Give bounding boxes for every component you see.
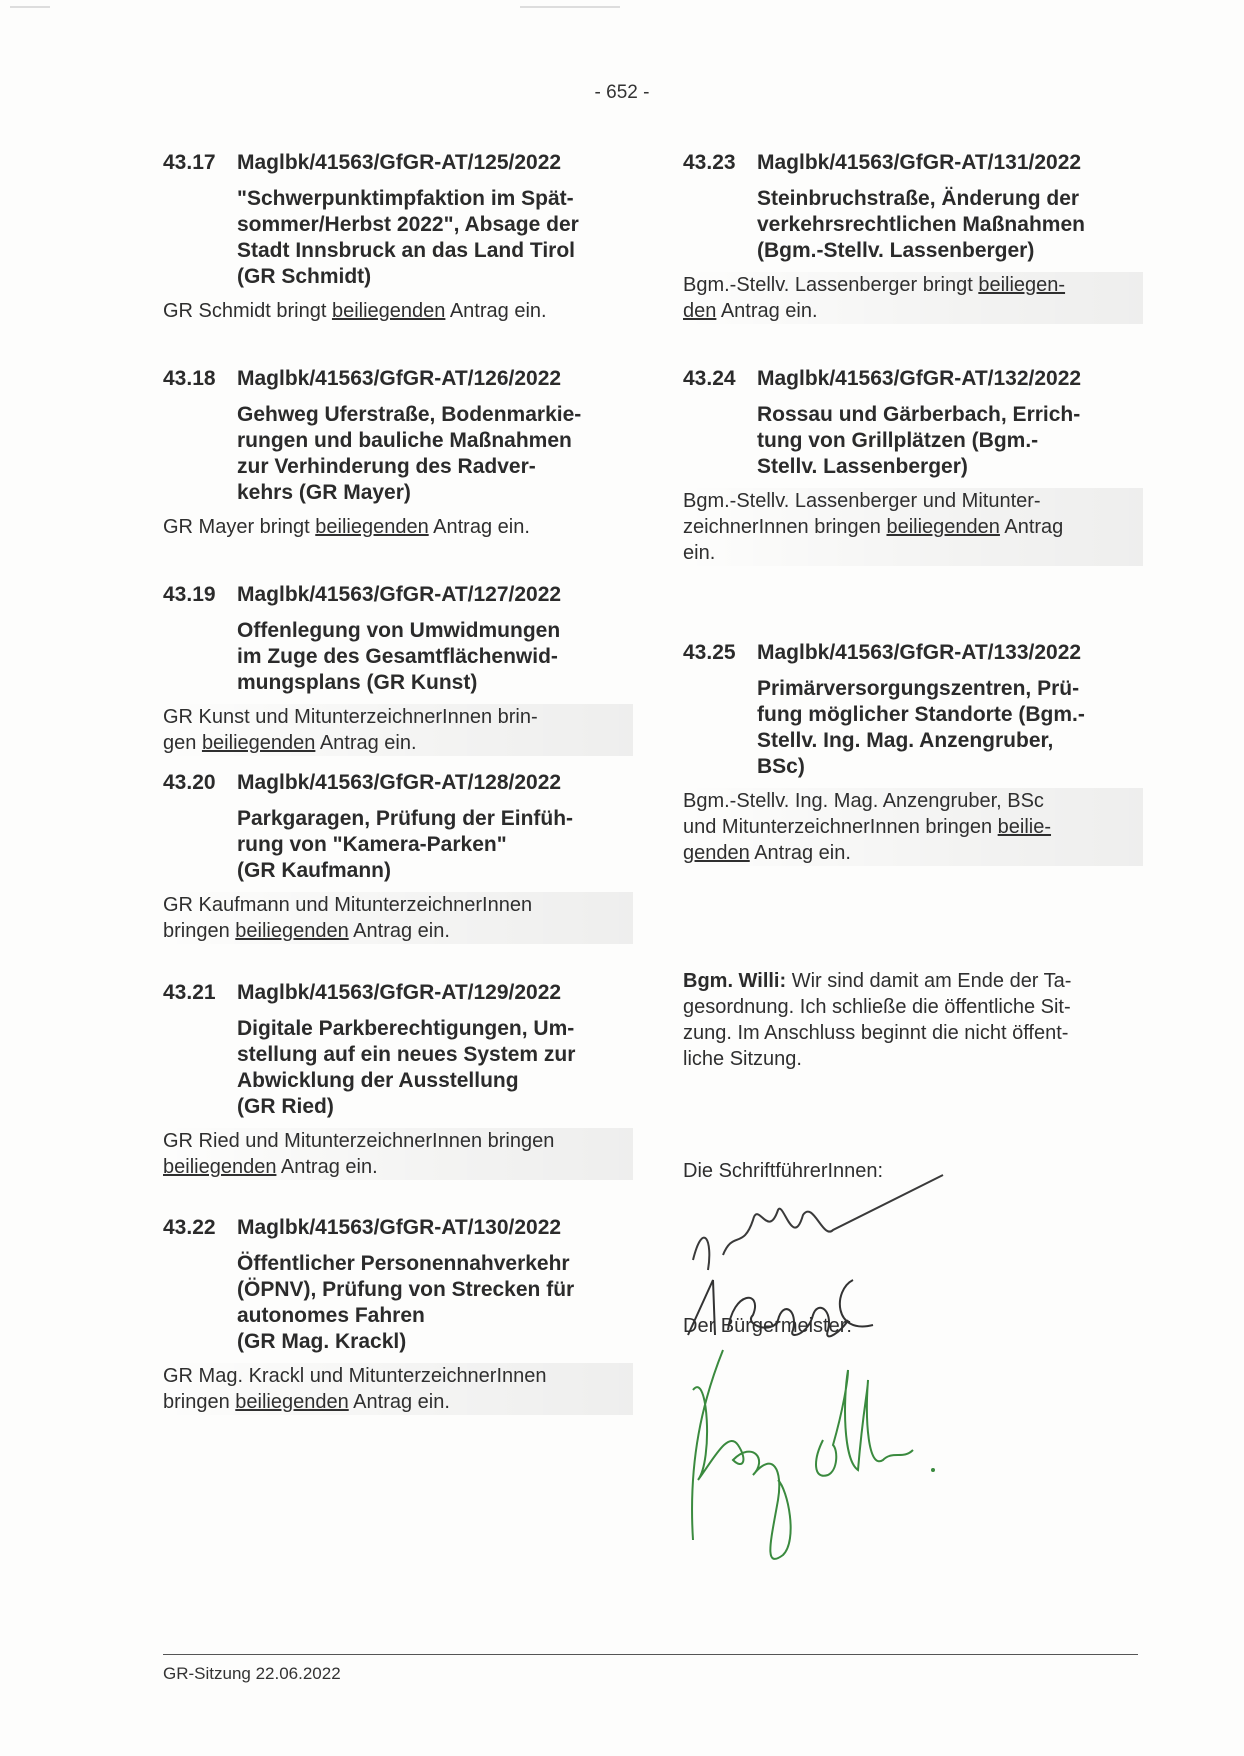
item-heading [163, 980, 633, 1006]
recorders-label: Die SchriftführerInnen: [683, 1160, 884, 1182]
item-reference: Maglbk/41563/GfGR-AT/130/2022 [237, 1216, 562, 1239]
text-line [683, 840, 1143, 866]
item-reference: Maglbk/41563/GfGR-AT/132/2022 [757, 367, 1082, 390]
item-number: 43.25 [683, 641, 736, 664]
text-segment: Bgm.-Stellv. Lassenberger bringt [683, 274, 979, 296]
underlined-link-text: beiliegenden [886, 516, 1000, 538]
text-segment: zeichnerInnen bringen [683, 516, 887, 538]
agenda-item [163, 770, 633, 944]
item-title: Offenlegung von Umwidmungen im Zuge des Gesamtflächenwid- mungsplans (GR Kunst) [237, 619, 561, 694]
item-text [683, 272, 1143, 324]
text-segment: GR Kunst und MitunterzeichnerInnen brin- [163, 706, 538, 728]
item-heading [163, 366, 633, 392]
signature-area [683, 1160, 1013, 1560]
agenda-item [163, 366, 633, 540]
text-segment: GR Kaufmann und MitunterzeichnerInnen [163, 894, 533, 916]
closing-speaker: Bgm. Willi: [683, 970, 787, 992]
text-segment: Antrag ein. [348, 1391, 450, 1413]
underlined-link-text: beiliegenden [315, 516, 429, 538]
text-line [683, 488, 1143, 514]
text-line [163, 514, 633, 540]
item-heading [683, 640, 1143, 666]
text-segment: bringen [163, 920, 236, 942]
footer-divider [163, 1654, 1138, 1655]
item-heading [163, 1215, 633, 1241]
text-line [683, 298, 1143, 324]
item-title: Öffentlicher Personennahverkehr (ÖPNV), Prüfung von Strecken für autonomes Fahren (GR Mag. Krackl) [237, 1252, 575, 1353]
item-reference: Maglbk/41563/GfGR-AT/125/2022 [237, 151, 562, 174]
text-segment: Antrag ein. [445, 300, 547, 322]
mayor-signature [683, 1310, 1013, 1560]
item-heading [163, 582, 633, 608]
text-segment: Antrag ein. [428, 516, 530, 538]
item-title: "Schwerpunktimpfaktion im Spät- sommer/Herbst 2022", Absage der Stadt Innsbruck an das Land Tirol (GR Schmidt) [237, 187, 579, 288]
text-line [163, 1389, 633, 1415]
agenda-item [163, 1215, 633, 1415]
text-segment: Bgm.-Stellv. Ing. Mag. Anzengruber, BSc [683, 790, 1044, 812]
agenda-item [683, 640, 1143, 866]
text-line [683, 540, 1143, 566]
item-reference: Maglbk/41563/GfGR-AT/133/2022 [757, 641, 1082, 664]
text-segment: GR Mayer bringt [163, 516, 316, 538]
item-text [163, 892, 633, 944]
item-number: 43.23 [683, 151, 736, 174]
item-text [163, 704, 633, 756]
text-segment: ein. [683, 542, 716, 564]
item-reference: Maglbk/41563/GfGR-AT/128/2022 [237, 771, 562, 794]
item-text [683, 488, 1143, 566]
item-title: Rossau und Gärberbach, Errich- tung von Grillplätzen (Bgm.- Stellv. Lassenberger) [757, 403, 1081, 478]
item-heading [163, 770, 633, 796]
item-number: 43.17 [163, 151, 216, 174]
underlined-link-text: beiliegenden [331, 300, 446, 322]
text-line [163, 730, 633, 756]
item-number: 43.19 [163, 583, 216, 606]
text-line [163, 1128, 633, 1154]
item-title: Digitale Parkberechtigungen, Um- stellung auf ein neues System zur Abwicklung der Ausstellung (GR Ried) [237, 1017, 576, 1118]
item-text [163, 1363, 633, 1415]
text-segment: gen [163, 732, 202, 754]
item-heading [163, 150, 633, 176]
text-segment: und MitunterzeichnerInnen bringen [683, 816, 998, 838]
underlined-link-text: beiliegenden [163, 1156, 277, 1178]
item-title: Parkgaragen, Prüfung der Einfüh- rung von "Kamera-Parken" (GR Kaufmann) [237, 807, 574, 882]
item-number: 43.24 [683, 367, 736, 390]
text-line [163, 1363, 633, 1389]
text-segment: Bgm.-Stellv. Lassenberger und Mitunter- [683, 490, 1041, 512]
item-text [683, 788, 1143, 866]
text-segment: bringen [163, 1391, 236, 1413]
page-number: - 652 - [594, 82, 650, 103]
agenda-item [163, 582, 633, 756]
text-line [163, 892, 633, 918]
item-heading [683, 366, 1143, 392]
item-number: 43.21 [163, 981, 216, 1004]
text-line [163, 1154, 633, 1180]
text-segment: Antrag ein. [315, 732, 417, 754]
text-segment: GR Mag. Krackl und MitunterzeichnerInnen [163, 1365, 547, 1387]
underlined-link-text: beiliegenden [201, 732, 316, 754]
item-reference: Maglbk/41563/GfGR-AT/127/2022 [237, 583, 562, 606]
text-segment: Antrag ein. [716, 300, 818, 322]
agenda-item [683, 366, 1143, 566]
text-line [163, 918, 633, 944]
text-line [163, 298, 633, 324]
item-number: 43.18 [163, 367, 216, 390]
text-segment: Antrag ein. [749, 842, 851, 864]
underlined-link-text: beiliegenden [235, 1391, 349, 1413]
item-reference: Maglbk/41563/GfGR-AT/126/2022 [237, 367, 562, 390]
item-heading [683, 150, 1143, 176]
agenda-item [683, 150, 1143, 324]
item-number: 43.20 [163, 771, 216, 794]
closing-text: Wir sind damit am Ende der Ta- gesordnung. Ich schließe die öffentliche Sit- zung. Im Anschluss beginnt die nicht öffent- liche Sitzung. [683, 970, 1072, 1070]
text-line [683, 272, 1143, 298]
underlined-link-text: beiliegenden [235, 920, 349, 942]
text-line [683, 788, 1143, 814]
text-segment: GR Schmidt bringt [163, 300, 332, 322]
text-line [683, 514, 1143, 540]
scan-mark [520, 6, 620, 8]
item-text [163, 1128, 633, 1180]
mayor-label: Der Bürgermeister: [683, 1315, 852, 1337]
scan-mark [10, 6, 50, 8]
text-segment: Antrag ein. [276, 1156, 378, 1178]
underlined-link-text: beilie- [997, 816, 1052, 838]
item-text [163, 514, 633, 540]
item-title: Steinbruchstraße, Änderung der verkehrsrechtlichen Maßnahmen (Bgm.-Stellv. Lassenberger) [757, 187, 1085, 262]
item-reference: Maglbk/41563/GfGR-AT/129/2022 [237, 981, 562, 1004]
item-title: Gehweg Uferstraße, Bodenmarkie- rungen und bauliche Maßnahmen zur Verhinderung des Radver- kehrs (GR Mayer) [237, 403, 582, 504]
text-segment: Antrag ein. [348, 920, 450, 942]
item-reference: Maglbk/41563/GfGR-AT/131/2022 [757, 151, 1082, 174]
item-title: Primärversorgungszentren, Prü- fung möglicher Standorte (Bgm.- Stellv. Ing. Mag. Anzengruber, BSc) [757, 677, 1085, 778]
closing-statement [683, 968, 1143, 1072]
text-segment: Antrag [999, 516, 1064, 538]
underlined-link-text: beiliegen- [978, 274, 1066, 296]
agenda-item [163, 150, 633, 324]
text-line [163, 704, 633, 730]
underlined-link-text: genden [683, 842, 750, 864]
item-number: 43.22 [163, 1216, 216, 1239]
underlined-link-text: den [683, 300, 717, 322]
item-text [163, 298, 633, 324]
agenda-item [163, 980, 633, 1180]
footer-text: GR-Sitzung 22.06.2022 [163, 1664, 341, 1683]
text-line [683, 814, 1143, 840]
text-segment: GR Ried und MitunterzeichnerInnen bringen [163, 1130, 555, 1152]
